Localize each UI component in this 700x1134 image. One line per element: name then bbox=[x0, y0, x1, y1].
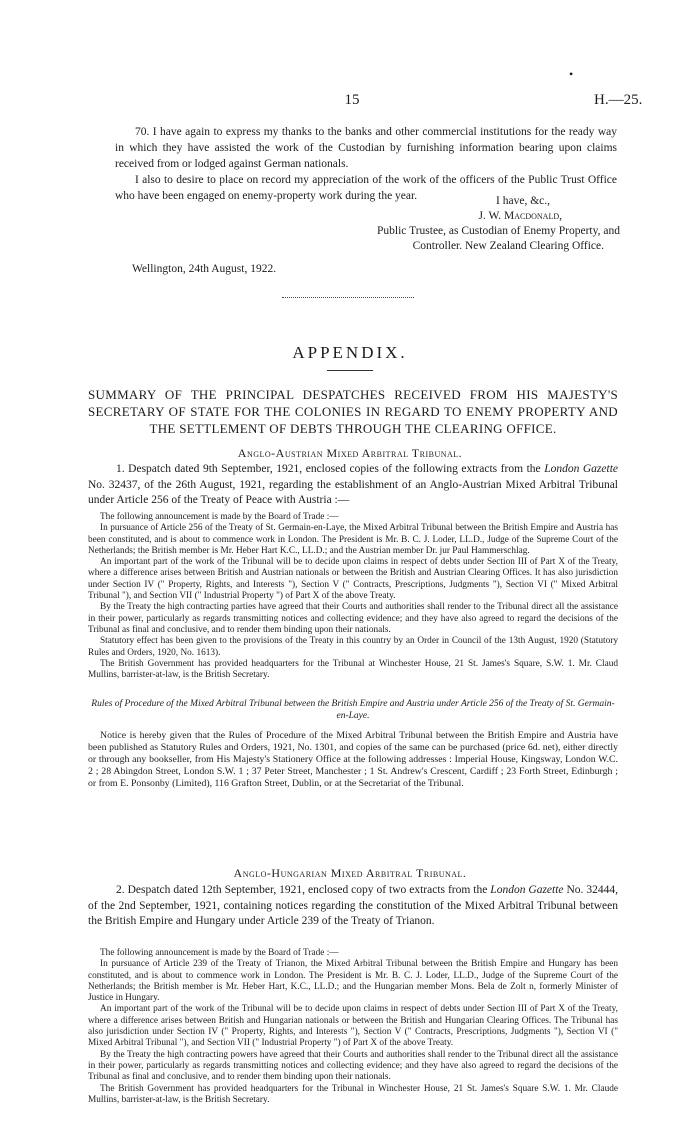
appendix-summary: SUMMARY OF THE PRINCIPAL DESPATCHES RECEIVED FROM HIS MAJESTY'S SECRETARY OF STATE FOR THE COLONIES IN REGARD TO ENEMY PROPERTY AND THE SETTLEMENT OF DEBTS THROUGH THE CLEARING OFFICE. bbox=[88, 387, 618, 436]
page-number: 15 bbox=[344, 92, 360, 108]
announcement-paragraph: In pursuance of Article 239 of the Treaty of Trianon, the Mixed Arbitral Tribunal between the British Empire and Hungary has been constituted, and is about to commence work in London. The President is Mr. B. C. J. Loder, LL.D., Judge of the Supreme Court of the Netherlands; the British member is Mr. Heber Hart, K.C., LL.D.; and the Hungarian member Mons. Bela de Zolt n, formerly Minister of Justice in Hungary. bbox=[88, 959, 618, 1004]
section-heading-hungarian: Anglo-Hungarian Mixed Arbitral Tribunal. bbox=[233, 866, 467, 880]
paragraph-70: 70. I have again to express my thanks to the banks and other commercial institutions for the ready way in which they have assisted the work of the Custodian by furnishing information bearing upon claims received from or lodged against German nationals. bbox=[115, 126, 617, 170]
paragraph-appreciation: I also to desire to place on record my appreciation of the work of the officers of the Public Trust Office who have been engaged on enemy-property work during the year. bbox=[115, 174, 617, 202]
announcement-paragraph: By the Treaty the high contracting powers have agreed that their Courts and authorities shall render to the Tribunal direct all the assistance in their power, particularly as regards transmitting notices and collecting evidence; and they have also agreed to regard the decisions of the Tribunal as final and conclusive, and to render them binding upon their nationals. bbox=[88, 1049, 618, 1083]
announcement-austrian bbox=[88, 512, 618, 681]
despatch-2-text-b: No. 32444, of the 2nd September, 1921, containing notices regarding the constitution of the Mixed Arbitral Tribunal between the British Empire and Hungary under Article 239 of the Treaty of Trianon. bbox=[88, 884, 619, 927]
rules-heading: Rules of Procedure of the Mixed Arbitral Tribunal between the British Empire and Austria under Article 256 of the Treaty of St. Germain-en-Laye. bbox=[91, 699, 615, 721]
announcement-paragraph: The British Government has provided headquarters for the Tribunal in Winchester House, 21 St. James's Square S.W. 1. Mr. Claude Mullins, barrister-at-law, is the British Secretary. bbox=[88, 1083, 618, 1105]
despatch-1-text-a: 1. Despatch dated 9th September, 1921, enclosed copies of the following extracts from the bbox=[116, 463, 541, 475]
signatory-title-2: Controller. New Zealand Clearing Office. bbox=[412, 240, 604, 252]
despatch-2-gazette: London Gazette bbox=[490, 884, 564, 896]
despatch-1-text-b: No. 32437, of the 26th August, 1921, regarding the establishment of an Anglo-Austrian Mixed Arbitral Tribunal under Article 256 of the Treaty of Peace with Austria :— bbox=[88, 478, 618, 506]
signature-block bbox=[285, 194, 620, 254]
announcement-paragraph: By the Treaty the high contracting parties have agreed that their Courts and authorities shall render to the Tribunal direct all the assistance in their power, particularly as regards transmitting notices and collecting evidence; and they have also agreed to regard the decisions of the Tribunal as final and conclusive, and to render them binding upon their nationals. bbox=[88, 602, 618, 635]
announcement-paragraph: An important part of the work of the Tribunal will be to decide upon claims in respect of debts under Section III of Part X of the Treaty, where a difference arises between British and Austrian nationals or between the British and Austrian Clearing Offices. It has also jurisdiction under Section IV (" Property, Rights, and Interests "), Section V (" Contracts, Prescriptions, Judgments "), Section VI (" Mixed Arbitral Tribunal "), and Section VII (" Industrial Property ") of Part X of the above Treaty. bbox=[88, 557, 618, 602]
divider bbox=[282, 297, 414, 298]
closing-line: I have, &c., bbox=[496, 195, 550, 207]
despatch-1 bbox=[88, 462, 618, 509]
appendix-title: APPENDIX. bbox=[292, 343, 408, 362]
signatory-name: J. W. Macdonald, bbox=[478, 210, 562, 222]
announcement-paragraph: In pursuance of Article 256 of the Treaty of St. Germain-en-Laye, the Mixed Arbitral Tribunal between the British Empire and Austria has been constituted, and is about to commence work in London. The President is Mr. B. C. J. Loder, LL.D., Judge of the Supreme Court of the Netherlands; the British member is Mr. Heber Hart K.C., LL.D.; and the Austrian member Dr. jur Paul Hammerschlag. bbox=[88, 523, 618, 556]
signatory-title-1: Public Trustee, as Custodian of Enemy Property, and bbox=[377, 225, 620, 237]
announcement-paragraph: An important part of the work of the Tribunal will be to decide upon claims in respect of debts under Section III of Part X of the Treaty, where a difference arises between British and Hungarian nationals or between the British and Hungarian Clearing Offices. The Tribunal has also jurisdiction under Section IV (" Property, Rights, and Interests "), Section V (" Contracts, Prescriptions, Judgments "), Section VI (" Mixed Arbitral Tribunal "), and Section VII (" Industrial Property ") of Part X of the above Treaty. bbox=[88, 1004, 618, 1049]
announcement-paragraph: The following announcement is made by the Board of Trade :— bbox=[100, 512, 339, 522]
announcement-paragraph: The British Government has provided headquarters for the Tribunal at Winchester House, 21 St. James's Square, S.W. 1. Mr. Claud Mullins, barrister-at-law, is the British Secretary. bbox=[88, 658, 618, 681]
title-rule bbox=[327, 370, 373, 371]
rules-notice bbox=[88, 730, 618, 790]
report-reference: H.—25. bbox=[594, 92, 643, 108]
announcement-hungarian bbox=[88, 948, 618, 1106]
announcement-paragraph: The following announcement is made by the Board of Trade :— bbox=[100, 948, 339, 958]
page-mark: • bbox=[569, 67, 574, 81]
despatch-1-gazette: London Gazette bbox=[544, 463, 619, 475]
letter-body bbox=[115, 124, 617, 204]
announcement-paragraph: Statutory effect has been given to the provisions of the Treaty in this country by an Order in Council of the 13th August, 1920 (Statutory Rules and Orders, 1920, No. 1613). bbox=[88, 636, 618, 658]
place-date: Wellington, 24th August, 1922. bbox=[132, 263, 277, 275]
notice-paragraph: Notice is hereby given that the Rules of Procedure of the Mixed Arbitral Tribunal between the British Empire and Austria have been published as Statutory Rules and Orders, 1921, No. 1301, and copies of the same can be purchased (price 6d. net), either directly or through any bookseller, from His Majesty's Stationery Office at the following addresses : Imperial House, Kingsway, London W.C. 2 ; 28 Abingdon Street, London S.W. 1 ; 37 Peter Street, Manchester ; 1 St. Andrew's Crescent, Cardiff ; 23 Forth Street, Edinburgh ; or from E. Ponsonby (Limited), 116 Grafton Street, Dublin, or at the Secretariat of the Tribunal. bbox=[88, 730, 618, 789]
despatch-2 bbox=[88, 883, 618, 930]
despatch-2-text-a: 2. Despatch dated 12th September, 1921, enclosed copy of two extracts from the bbox=[116, 884, 488, 896]
section-heading-austrian: Anglo-Austrian Mixed Arbitral Tribunal. bbox=[237, 446, 463, 460]
